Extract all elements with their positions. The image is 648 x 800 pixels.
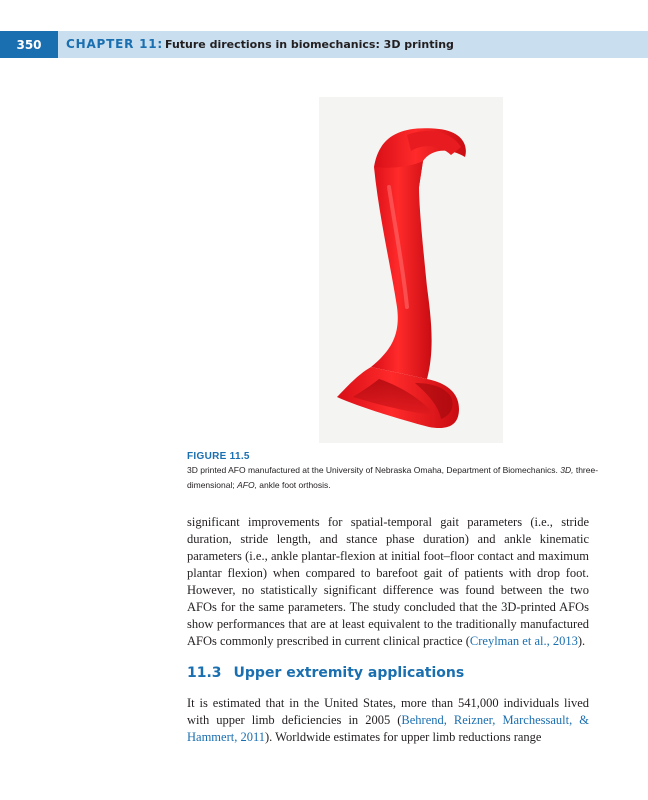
body-paragraph-1 [187, 514, 589, 650]
section-number: 11.3 [187, 665, 222, 681]
afo-orthosis-illustration [319, 97, 503, 443]
caption-lead: 3D printed AFO manufactured at the University of Nebraska Omaha, Department of Biomechanics. [187, 465, 561, 475]
body-paragraph-2 [187, 695, 589, 746]
figure-photo-afo [319, 97, 503, 443]
section-heading [187, 665, 464, 681]
paragraph2-tail: ). Worldwide estimates for upper limb reductions range [265, 730, 542, 744]
paragraph2-text: It is estimated that in the United States, more than 541,000 individuals lived with upper limb deficiencies in 2005 ( [187, 696, 589, 727]
citation-creylman[interactable]: Creylman et al., 2013 [469, 634, 578, 648]
caption-abbr-3d-def: three-dimensional; [187, 465, 599, 490]
section-title: Upper extremity applications [233, 665, 465, 681]
paragraph1-text: significant improvements for spatial-temporal gait parameters (i.e., stride duration, stride length, and stance phase duration) and ankle kinematic parameters (i.e., ankle plantar-flexion at initial foot–floor contact and maximum plantar flexion) when compared to barefoot gait of patients with drop foot. However, no statistically significant difference was found between the two AFOs for the same parameters. The study concluded that the 3D-printed AFOs show performances that are at least equivalent to the traditionally manufactured AFOs commonly prescribed in current clinical practice ( [187, 515, 589, 648]
caption-abbr-3d: 3D, [560, 465, 574, 475]
running-header [0, 31, 648, 58]
caption-abbr-afo-def: ankle foot orthosis. [256, 480, 331, 490]
caption-abbr-afo: AFO, [237, 480, 257, 490]
chapter-title: Future directions in biomechanics: 3D printing [165, 38, 454, 51]
page-number: 350 [0, 31, 58, 58]
chapter-label: CHAPTER 11: [66, 37, 164, 51]
figure-caption [187, 463, 607, 493]
paragraph1-tail: ). [577, 634, 586, 648]
citation-behrend[interactable]: Behrend, Reizner, Marchessault, & Hammert, 2011 [187, 713, 589, 744]
figure-label: FIGURE 11.5 [187, 451, 250, 462]
